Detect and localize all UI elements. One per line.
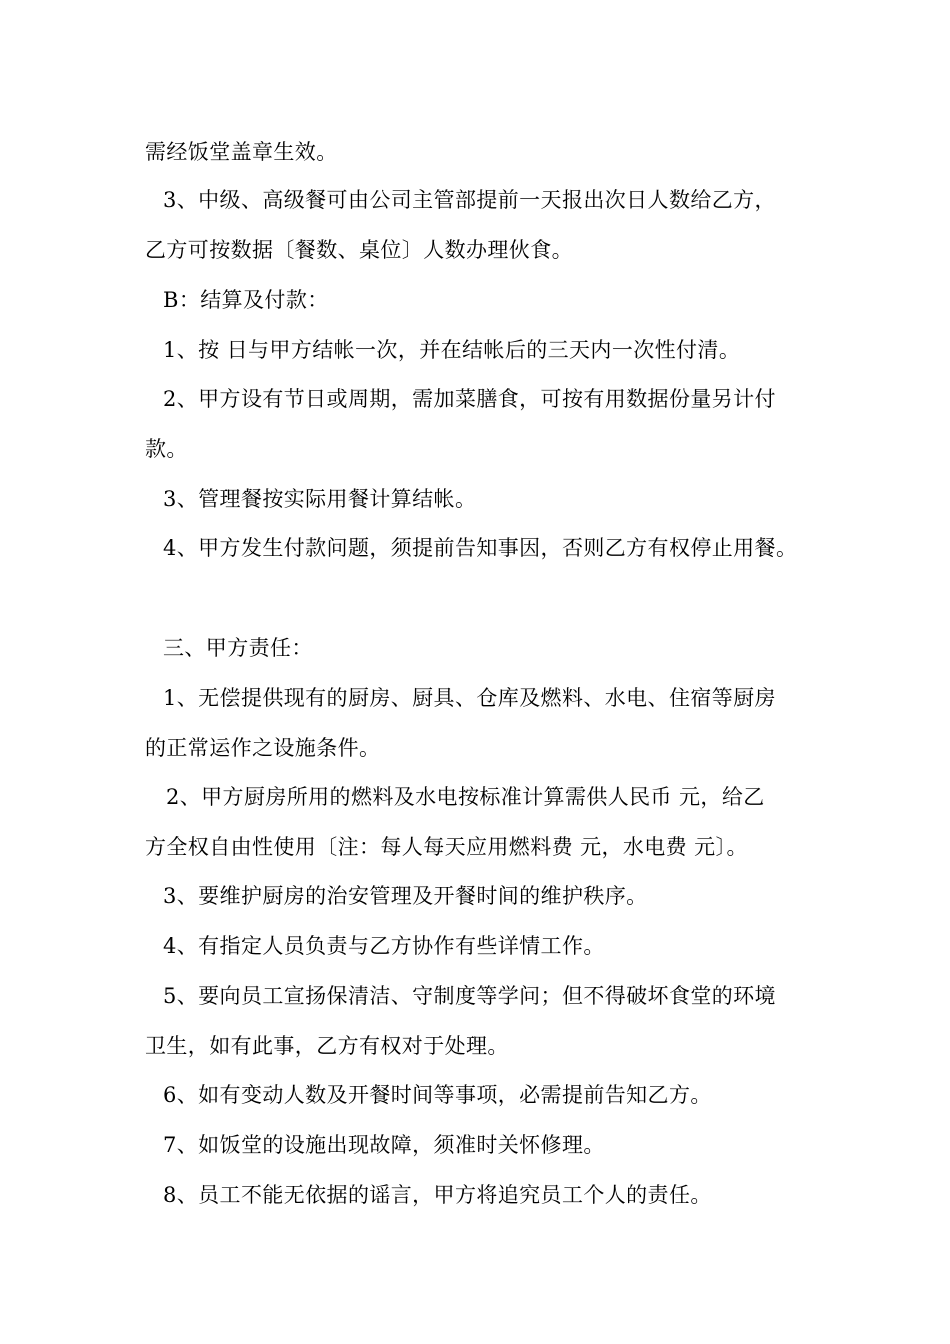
text-line: 3、管理餐按实际用餐计算结帐。 bbox=[163, 487, 477, 511]
text-line: 8、员工不能无依据的谣言，甲方将追究员工个人的责任。 bbox=[163, 1183, 712, 1207]
text-line: 需经饭堂盖章生效。 bbox=[145, 140, 338, 164]
text-line: 的正常运作之设施条件。 bbox=[145, 736, 381, 760]
text-line: 2、甲方设有节日或周期，需加菜膳食，可按有用数据份量另计付 bbox=[163, 387, 776, 411]
text-line: 5、要向员工宣扬保清洁、守制度等学问；但不得破坏食堂的环境 bbox=[163, 984, 776, 1008]
text-line: 4、甲方发生付款问题，须提前告知事因，否则乙方有权停止用餐。 bbox=[163, 536, 798, 560]
text-line: 方全权自由性使用〔注：每人每天应用燃料费 元，水电费 元〕。 bbox=[145, 835, 748, 859]
text-line: 卫生，如有此事，乙方有权对于处理。 bbox=[145, 1034, 509, 1058]
text-line: 乙方可按数据〔餐数、桌位〕人数办理伙食。 bbox=[145, 238, 573, 262]
section-heading: 三、甲方责任： bbox=[163, 636, 313, 660]
text-line: 1、按 日与甲方结帐一次，并在结帐后的三天内一次性付清。 bbox=[163, 338, 741, 362]
text-line: 7、如饭堂的设施出现故障，须准时关怀修理。 bbox=[163, 1133, 605, 1157]
section-heading: B：结算及付款： bbox=[163, 288, 329, 312]
text-line: 1、无偿提供现有的厨房、厨具、仓库及燃料、水电、住宿等厨房 bbox=[163, 686, 776, 710]
text-line: 款。 bbox=[145, 437, 188, 461]
text-line: 3、中级、高级餐可由公司主管部提前一天报出次日人数给乙方， bbox=[163, 188, 776, 212]
text-line: 3、要维护厨房的治安管理及开餐时间的维护秩序。 bbox=[163, 884, 648, 908]
text-line: 4、有指定人员负责与乙方协作有些详情工作。 bbox=[163, 934, 605, 958]
text-line: 2、甲方厨房所用的燃料及水电按标准计算需供人民币 元，给乙 bbox=[166, 785, 765, 809]
text-line: 6、如有变动人数及开餐时间等事项，必需提前告知乙方。 bbox=[163, 1083, 712, 1107]
